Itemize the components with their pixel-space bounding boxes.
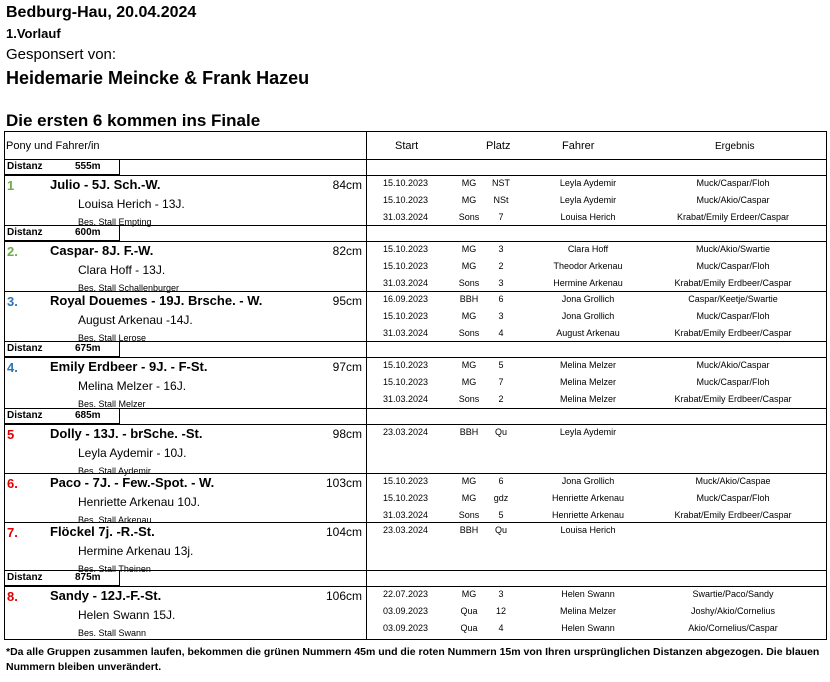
result-row — [4, 391, 827, 408]
result-place: 7 — [498, 212, 504, 222]
result-type: MG — [461, 377, 477, 387]
result-type: BBH — [459, 525, 479, 535]
sponsor-names: Heidemarie Meincke & Frank Hazeu — [6, 68, 310, 88]
pony-name: Dolly - 13J. - brSche. -St. — [50, 426, 203, 441]
result-outcome: Krabat/Emily Erdeer/Caspar — [676, 212, 790, 222]
footnote: *Da alle Gruppen zusammen laufen, bekommen die grünen Nummern 45m und die roten Nummern 15m von Ihren ursprünglichen Distanzen abgezogen. Die blauen Nummern bleiben unverändert. — [6, 646, 820, 673]
result-type: Sons — [458, 278, 480, 288]
result-outcome: Muck/Akio/Caspar — [696, 360, 770, 370]
pony-driver: Louisa Herich - 13J. — [78, 197, 185, 211]
result-driver: Henriette Arkenau — [551, 493, 625, 503]
distance-value: 600m — [75, 227, 101, 238]
result-row — [4, 424, 827, 441]
result-type: MG — [461, 311, 477, 321]
col-ergebnis: Ergebnis — [715, 141, 755, 152]
result-outcome: Swartie/Paco/Sandy — [692, 589, 774, 599]
distance-label: Distanz — [7, 410, 43, 421]
result-type: MG — [461, 476, 477, 486]
result-place: 12 — [495, 606, 506, 616]
result-driver: Theodor Arkenau — [553, 261, 623, 271]
result-date: 31.03.2024 — [383, 278, 429, 288]
result-driver: Louisa Herich — [560, 525, 616, 535]
result-driver: Melina Melzer — [559, 606, 617, 616]
result-place: 3 — [498, 311, 504, 321]
result-outcome: Krabat/Emily Erdbeer/Caspar — [674, 510, 792, 520]
pony-driver: Melina Melzer - 16J. — [78, 379, 187, 393]
pony-height: 84cm — [332, 178, 362, 192]
result-date: 23.03.2024 — [383, 525, 429, 535]
result-driver: Helen Swann — [561, 623, 615, 633]
result-row — [4, 175, 827, 192]
result-date: 16.09.2023 — [383, 294, 429, 304]
start-number: 1 — [7, 178, 15, 193]
result-type: MG — [461, 589, 477, 599]
result-type: Sons — [458, 212, 480, 222]
result-outcome: Akio/Cornelius/Caspar — [688, 623, 778, 633]
pony-driver: Leyla Aydemir - 10J. — [78, 446, 187, 460]
result-place: 7 — [498, 377, 504, 387]
result-row — [4, 258, 827, 275]
result-outcome: Muck/Caspar/Floh — [696, 178, 770, 188]
result-row — [4, 192, 827, 209]
pony-name: Paco - 7J. - Few.-Spot. - W. — [50, 475, 215, 490]
distance-row — [4, 408, 827, 424]
result-date: 22.07.2023 — [383, 589, 429, 599]
pony-row — [4, 586, 827, 640]
sponsor-label: Gesponsert von: — [6, 46, 117, 63]
run-label: 1.Vorlauf — [6, 26, 61, 41]
result-date: 23.03.2024 — [383, 427, 429, 437]
result-row — [4, 374, 827, 391]
result-type: Sons — [458, 394, 480, 404]
result-date: 03.09.2023 — [383, 623, 429, 633]
start-number: 7. — [7, 525, 18, 540]
pony-row — [4, 241, 827, 292]
final-note: Die ersten 6 kommen ins Finale — [6, 111, 261, 130]
result-place: 3 — [498, 244, 504, 254]
pony-stall: Bes. Stall Schallenburger — [78, 283, 180, 293]
result-driver: Melina Melzer — [559, 377, 617, 387]
distance-label: Distanz — [7, 343, 43, 354]
result-place: NSt — [493, 195, 509, 205]
result-place: 3 — [498, 278, 504, 288]
result-row — [4, 586, 827, 603]
result-date: 15.10.2023 — [383, 476, 429, 486]
result-row — [4, 291, 827, 308]
pony-row — [4, 357, 827, 409]
result-type: MG — [461, 261, 477, 271]
distance-label: Distanz — [7, 572, 43, 583]
result-outcome: Muck/Caspar/Floh — [696, 261, 770, 271]
result-outcome: Joshy/Akio/Cornelius — [690, 606, 776, 616]
result-driver: Melina Melzer — [559, 360, 617, 370]
pony-driver: Henriette Arkenau 10J. — [78, 495, 201, 509]
pony-height: 106cm — [325, 589, 362, 603]
result-type: MG — [461, 360, 477, 370]
result-place: 4 — [498, 623, 504, 633]
start-number: 2. — [7, 244, 18, 259]
result-type: Qua — [460, 606, 478, 616]
result-place: 5 — [498, 510, 504, 520]
result-place: 5 — [498, 360, 504, 370]
result-date: 15.10.2023 — [383, 377, 429, 387]
result-date: 15.10.2023 — [383, 261, 429, 271]
result-driver: Jona Grollich — [561, 294, 615, 304]
pony-stall: Bes. Stall Arkenau — [78, 515, 152, 525]
pony-height: 97cm — [332, 360, 362, 374]
result-date: 15.10.2023 — [383, 311, 429, 321]
distance-value: 555m — [75, 161, 101, 172]
pony-row — [4, 424, 827, 474]
result-driver: Leyla Aydemir — [559, 178, 617, 188]
pony-height: 104cm — [325, 525, 362, 539]
pony-driver: Clara Hoff - 13J. — [78, 263, 166, 277]
result-row — [4, 473, 827, 490]
result-place: 6 — [498, 476, 504, 486]
result-row — [4, 275, 827, 292]
result-type: Sons — [458, 328, 480, 338]
column-header-row — [4, 132, 827, 160]
distance-row — [4, 570, 827, 586]
result-place: Qu — [494, 427, 507, 437]
result-row — [4, 325, 827, 342]
result-outcome: Krabat/Emily Erdbeer/Caspar — [674, 278, 792, 288]
result-date: 31.03.2024 — [383, 328, 429, 338]
result-row — [4, 620, 827, 637]
distance-row — [4, 159, 827, 175]
result-place: 3 — [498, 589, 504, 599]
result-outcome: Muck/Akio/Swartie — [695, 244, 771, 254]
result-driver: August Arkenau — [556, 328, 620, 338]
result-date: 31.03.2024 — [383, 394, 429, 404]
result-place: NST — [492, 178, 510, 188]
result-row — [4, 522, 827, 539]
result-driver: Leyla Aydemir — [559, 195, 617, 205]
result-date: 03.09.2023 — [383, 606, 429, 616]
start-number: 8. — [7, 589, 18, 604]
pony-height: 82cm — [332, 244, 362, 258]
col-fahrer: Fahrer — [562, 140, 595, 152]
result-driver: Hermine Arkenau — [553, 278, 623, 288]
result-row — [4, 490, 827, 507]
col-start: Start — [395, 140, 419, 152]
result-date: 15.10.2023 — [383, 244, 429, 254]
pony-name: Flöckel 7j. -R.-St. — [50, 524, 155, 539]
pony-stall: Bes. Stall Aydemir — [78, 466, 151, 476]
pony-name: Sandy - 12J.-F.-St. — [50, 588, 162, 603]
result-driver: Clara Hoff — [567, 244, 609, 254]
result-date: 15.10.2023 — [383, 195, 429, 205]
start-number: 4. — [7, 360, 18, 375]
result-driver: Helen Swann — [561, 589, 615, 599]
result-row — [4, 308, 827, 325]
result-type: BBH — [459, 294, 479, 304]
pony-row — [4, 522, 827, 574]
result-outcome: Muck/Akio/Caspae — [695, 476, 771, 486]
pony-height: 103cm — [325, 476, 362, 490]
pony-driver: Helen Swann 15J. — [78, 608, 176, 622]
result-place: Qu — [494, 525, 507, 535]
pony-height: 95cm — [332, 294, 362, 308]
result-driver: Louisa Herich — [560, 212, 616, 222]
pony-stall: Bes. Stall Lerose — [78, 333, 147, 343]
distance-label: Distanz — [7, 161, 43, 172]
result-outcome: Krabat/Emily Erdbeer/Caspar — [674, 394, 792, 404]
result-type: MG — [461, 195, 477, 205]
result-driver: Jona Grollich — [561, 311, 615, 321]
result-place: 4 — [498, 328, 504, 338]
result-row — [4, 241, 827, 258]
distance-value: 875m — [75, 572, 101, 583]
start-number: 6. — [7, 476, 18, 491]
distance-label: Distanz — [7, 227, 43, 238]
result-place: 2 — [498, 394, 504, 404]
pony-row — [4, 291, 827, 342]
result-place: 2 — [498, 261, 504, 271]
result-driver: Leyla Aydemir — [559, 427, 617, 437]
result-outcome: Caspar/Keetje/Swartie — [688, 294, 778, 304]
result-place: gdz — [493, 493, 509, 503]
pony-stall: Bes. Stall Swann — [78, 628, 147, 638]
result-row — [4, 603, 827, 620]
pony-driver: Hermine Arkenau 13j. — [78, 544, 194, 558]
distance-value: 675m — [75, 343, 101, 354]
pony-name: Emily Erdbeer - 9J. - F-St. — [50, 359, 208, 374]
result-type: BBH — [459, 427, 479, 437]
result-driver: Jona Grollich — [561, 476, 615, 486]
pony-driver: August Arkenau -14J. — [78, 313, 193, 327]
result-outcome: Muck/Caspar/Floh — [696, 311, 770, 321]
pony-height: 98cm — [332, 427, 362, 441]
result-outcome: Muck/Akio/Caspar — [696, 195, 770, 205]
distance-row — [4, 341, 827, 357]
pony-stall: Bes. Stall Empting — [78, 217, 152, 227]
pony-row — [4, 175, 827, 226]
col-platz: Platz — [486, 140, 511, 152]
result-date: 15.10.2023 — [383, 178, 429, 188]
result-date: 31.03.2024 — [383, 510, 429, 520]
result-type: Qua — [460, 623, 478, 633]
start-number: 3. — [7, 294, 18, 309]
pony-row — [4, 473, 827, 523]
result-type: MG — [461, 244, 477, 254]
result-date: 15.10.2023 — [383, 493, 429, 503]
page-title: Bedburg-Hau, 20.04.2024 — [6, 4, 197, 21]
pony-name: Caspar- 8J. F.-W. — [50, 243, 154, 258]
distance-row — [4, 225, 827, 241]
pony-stall: Bes. Stall Theinen — [78, 564, 151, 574]
pony-name: Royal Douemes - 19J. Brsche. - W. — [50, 293, 263, 308]
result-outcome: Muck/Caspar/Floh — [696, 377, 770, 387]
result-driver: Melina Melzer — [559, 394, 617, 404]
result-date: 31.03.2024 — [383, 212, 429, 222]
result-outcome: Krabat/Emily Erdbeer/Caspar — [674, 328, 792, 338]
results-table — [4, 131, 827, 640]
pony-stall: Bes. Stall Melzer — [78, 399, 146, 409]
result-outcome: Muck/Caspar/Floh — [696, 493, 770, 503]
result-type: MG — [461, 178, 477, 188]
result-driver: Henriette Arkenau — [551, 510, 625, 520]
distance-value: 685m — [75, 410, 101, 421]
result-row — [4, 209, 827, 226]
result-type: MG — [461, 493, 477, 503]
pony-name: Julio - 5J. Sch.-W. — [50, 177, 161, 192]
result-row — [4, 357, 827, 374]
col-pony: Pony und Fahrer/in — [6, 140, 100, 152]
result-date: 15.10.2023 — [383, 360, 429, 370]
start-number: 5 — [7, 427, 15, 442]
result-type: Sons — [458, 510, 480, 520]
result-place: 6 — [498, 294, 504, 304]
